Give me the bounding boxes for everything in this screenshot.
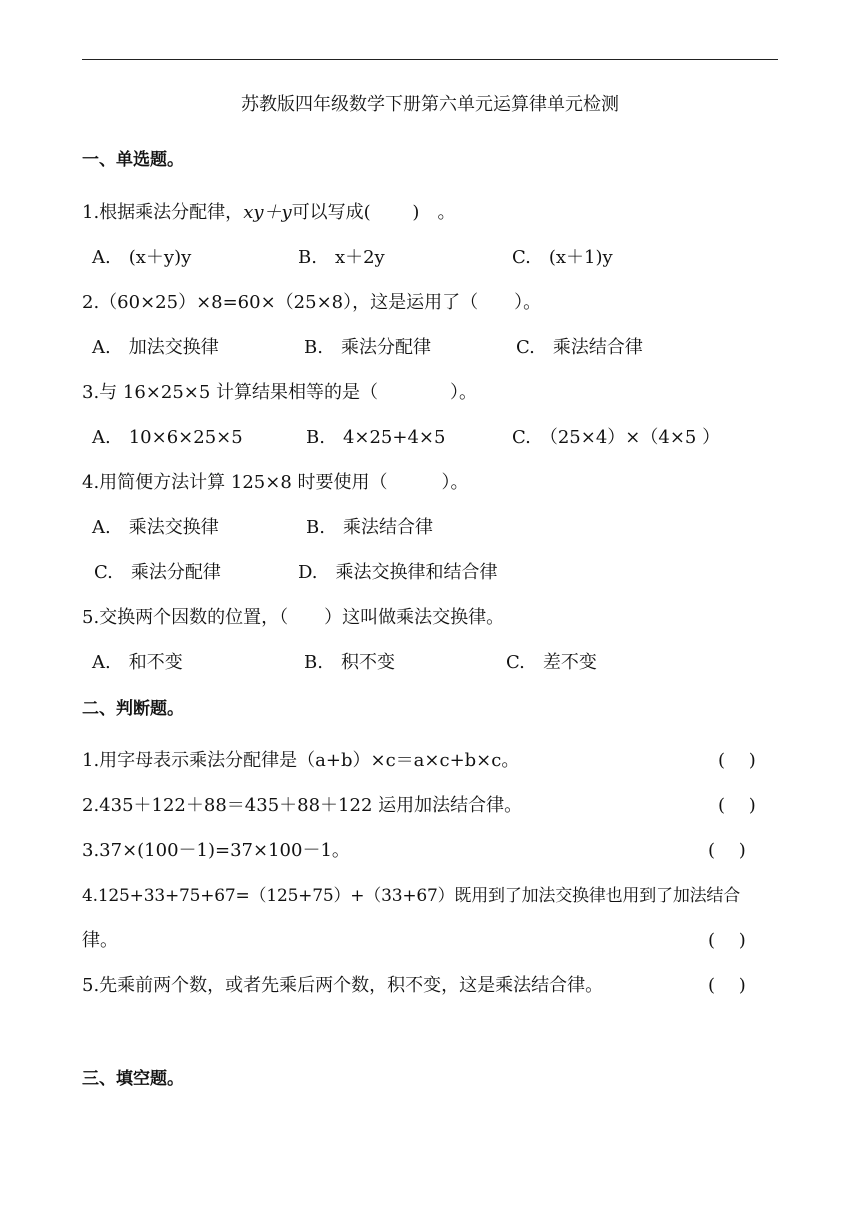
tf-question-3: 3.37×(100－1)=37×100－1。 bbox=[82, 840, 350, 861]
q5-option-b[interactable]: B. 积不变 bbox=[304, 652, 395, 673]
tf-answer-5[interactable]: ( ) bbox=[708, 975, 746, 996]
q3-option-b[interactable]: B. 4×25+4×5 bbox=[306, 427, 446, 448]
question-2: 2.（60×25）×8=60×（25×8），这是运用了（ ）。 bbox=[82, 292, 542, 313]
tf-answer-2[interactable]: ( ) bbox=[718, 795, 756, 816]
tf-answer-1[interactable]: ( ) bbox=[718, 750, 756, 771]
q2-option-b[interactable]: B. 乘法分配律 bbox=[304, 337, 431, 358]
q2-option-c[interactable]: C. 乘法结合律 bbox=[516, 337, 643, 358]
question-3: 3.与 16×25×5 计算结果相等的是（ ）。 bbox=[82, 382, 478, 403]
header-rule bbox=[82, 59, 778, 60]
question-4: 4.用简便方法计算 125×8 时要使用（ ）。 bbox=[82, 472, 469, 493]
question-1-suffix: 可以写成( ) 。 bbox=[291, 202, 456, 223]
q1-option-b[interactable]: B. x＋2y bbox=[298, 247, 385, 268]
section-heading-single-choice: 一、单选题。 bbox=[82, 150, 184, 170]
q5-option-a[interactable]: A. 和不变 bbox=[92, 652, 183, 673]
page-title: 苏教版四年级数学下册第六单元运算律单元检测 bbox=[241, 94, 619, 115]
q4-option-d[interactable]: D. 乘法交换律和结合律 bbox=[298, 562, 498, 583]
q4-option-b[interactable]: B. 乘法结合律 bbox=[306, 517, 433, 538]
section-heading-fill-in: 三、填空题。 bbox=[82, 1069, 184, 1089]
tf-answer-3[interactable]: ( ) bbox=[708, 840, 746, 861]
tf-question-1: 1.用字母表示乘法分配律是（a+b）×c＝a×c+b×c。 bbox=[82, 750, 520, 771]
question-1 bbox=[82, 201, 455, 225]
question-5: 5.交换两个因数的位置，（ ）这叫做乘法交换律。 bbox=[82, 607, 505, 628]
tf-question-2: 2.435＋122＋88＝435＋88＋122 运用加法结合律。 bbox=[82, 795, 523, 816]
tf-question-4-continued: 律。 bbox=[82, 930, 118, 951]
q4-option-a[interactable]: A. 乘法交换律 bbox=[92, 517, 219, 538]
q5-option-c[interactable]: C. 差不变 bbox=[506, 652, 597, 673]
section-heading-true-false: 二、判断题。 bbox=[82, 699, 184, 719]
q1-option-c[interactable]: C. (x＋1)y bbox=[512, 247, 613, 268]
question-1-expr: xy＋y bbox=[243, 202, 292, 223]
q2-option-a[interactable]: A. 加法交换律 bbox=[92, 337, 219, 358]
tf-question-4: 4.125+33+75+67=（125+75）+（33+67）既用到了加法交换律也用到了加法结合 bbox=[82, 886, 741, 906]
q3-option-c[interactable]: C. （25×4）×（4×5 ） bbox=[512, 427, 721, 448]
tf-question-5: 5.先乘前两个数，或者先乘后两个数，积不变，这是乘法结合律。 bbox=[82, 975, 604, 996]
q1-option-a[interactable]: A. (x＋y)y bbox=[92, 247, 192, 268]
q3-option-a[interactable]: A. 10×6×25×5 bbox=[92, 427, 243, 448]
q4-option-c[interactable]: C. 乘法分配律 bbox=[94, 562, 221, 583]
question-1-prefix: 1.根据乘法分配律， bbox=[82, 202, 244, 223]
tf-answer-4[interactable]: ( ) bbox=[708, 930, 746, 951]
